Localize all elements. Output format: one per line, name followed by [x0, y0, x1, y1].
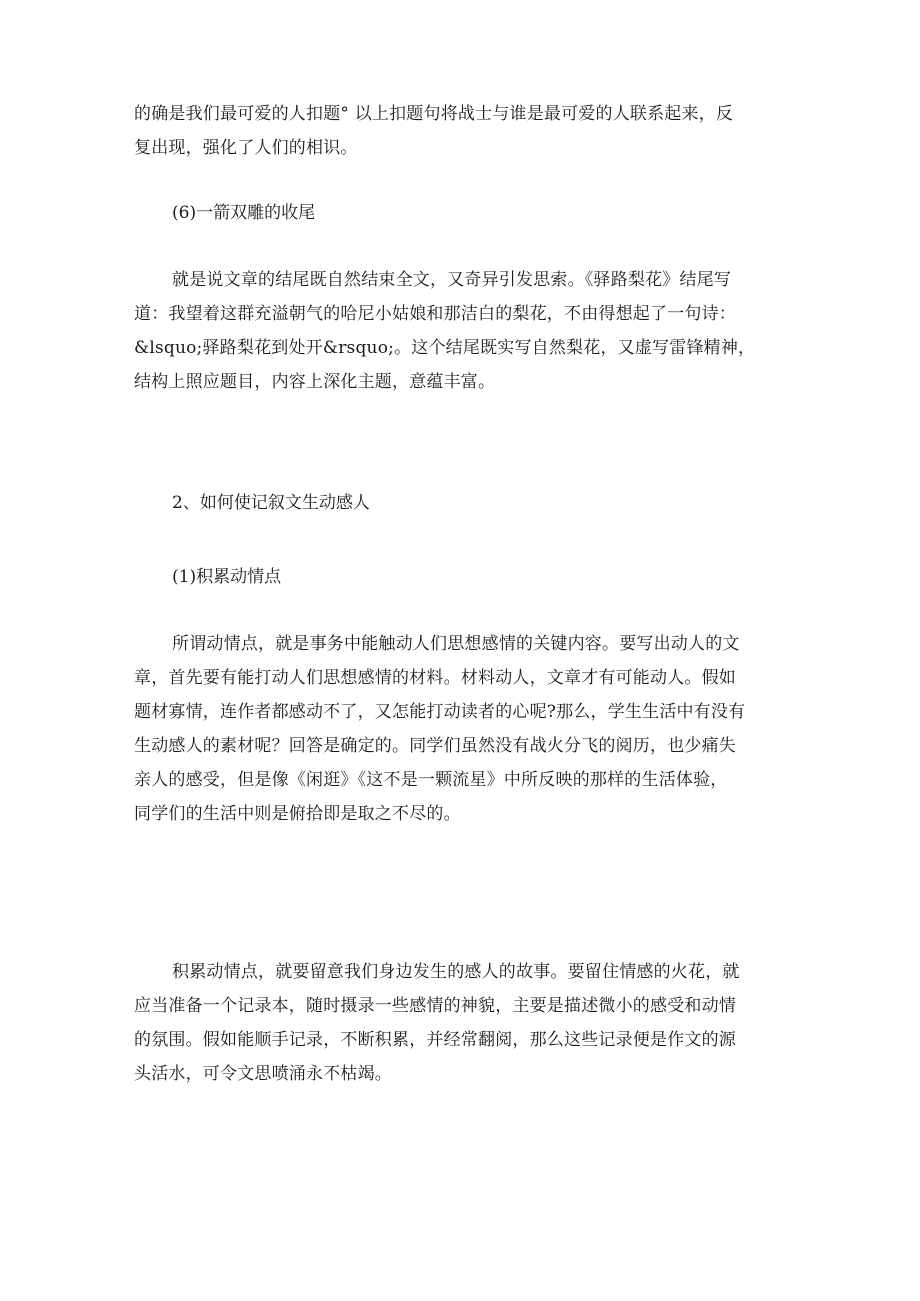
paragraph-line: 的氛围。假如能顺手记录，不断积累，并经常翻阅，那么这些记录便是作文的源: [134, 1030, 736, 1050]
paragraph-line: 所谓动情点，就是事务中能触动人们思想感情的关键内容。要写出动人的文: [172, 634, 740, 654]
paragraph-3: [134, 627, 794, 831]
paragraph-2: [134, 263, 794, 399]
paragraph-line: 章，首先要有能打动人们思想感情的材料。材料动人，文章才有可能动人。假如: [134, 668, 736, 688]
paragraph-line: 题材寡情，连作者都感动不了，又怎能打动读者的心呢?那么，学生生活中有没有: [134, 702, 746, 722]
paragraph-line: 同学们的生活中则是俯拾即是取之不尽的。: [134, 804, 461, 824]
paragraph-line: 生动感人的素材呢？回答是确定的。同学们虽然没有战火分飞的阅历，也少痛失: [134, 736, 736, 756]
paragraph-line: 复出现，强化了人们的相识。: [134, 138, 358, 158]
section-heading-2: 2、如何使记叙文生动感人: [172, 493, 370, 513]
paragraph-line: 道：我望着这群充溢朝气的哈尼小姑娘和那洁白的梨花，不由得想起了一句诗：: [134, 304, 736, 324]
paragraph-line: 亲人的感受，但是像《闲逛》《这不是一颗流星》中所反映的那样的生活体验，: [134, 770, 728, 790]
paragraph-line: 头活水，可令文思喷涌永不枯竭。: [134, 1064, 392, 1084]
paragraph-line: 结构上照应题目，内容上深化主题，意蕴丰富。: [134, 372, 496, 392]
section-heading-6: (6)一箭双雕的收尾: [172, 203, 316, 223]
paragraph-line: &lsquo;驿路梨花到处开&rsquo;。这个结尾既实写自然梨花，又虚写雷锋精神，: [134, 338, 756, 358]
paragraph-line: 应当准备一个记录本，随时摄录一些感情的神貌，主要是描述微小的感受和动情: [134, 996, 736, 1016]
paragraph-1: [134, 97, 794, 165]
paragraph-line: 积累动情点，就要留意我们身边发生的感人的故事。要留住情感的火花，就: [172, 962, 740, 982]
paragraph-line: 就是说文章的结尾既自然结束全文，又奇异引发思索。《驿路梨花》结尾写: [172, 270, 732, 290]
paragraph-4: [134, 955, 794, 1091]
section-heading-1: (1)积累动情点: [172, 567, 282, 587]
paragraph-line: 的确是我们最可爱的人扣题° 以上扣题句将战士与谁是最可爱的人联系起来，反: [134, 104, 734, 124]
